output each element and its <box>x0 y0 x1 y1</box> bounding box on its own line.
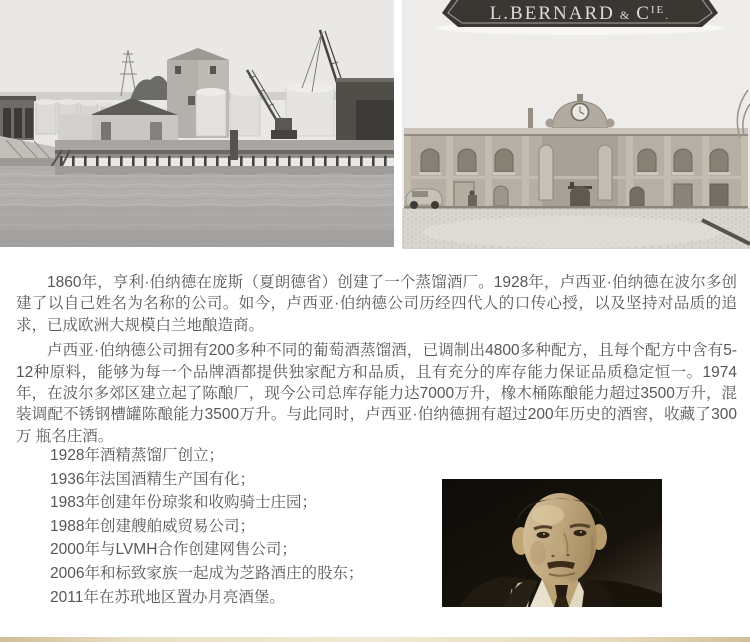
timeline-item-1936: 1936年法国酒精生产国有化； <box>50 470 255 488</box>
timeline-item-2006: 2006年和标致家族一起成为芝路酒庄的股东； <box>50 564 364 582</box>
timeline-item-2000: 2000年与LVMH合作创建网售公司； <box>50 541 297 559</box>
timeline-item-2011: 2011年在苏玳地区置办月亮酒堡。 <box>50 588 285 606</box>
milestones-timeline <box>50 444 363 609</box>
right-dark-buildings <box>336 78 394 140</box>
section-divider-strip <box>0 637 750 642</box>
founder-portrait-photo <box>442 479 662 607</box>
history-paragraph-2: 卢西亚·伯纳德公司拥有200多种不同的葡萄酒蒸馏酒，已调制出4800多种配方，且每个配方中含有5-12种原料，能够为每一个品牌酒都提供独家配方和品质，且有充分的库存能力保证品质稳定恒一。1974年，在波尔多郊区建立起了陈酿厂，现今公司总库存能力达7000万升，橡木桶陈酿能力超过3500万升，混装调配不锈钢槽罐陈酿能力3500万升。与此同时，卢西亚·伯纳德拥有超过200年历史的酒窖，收藏了300万 瓶名庄酒。 <box>16 342 737 445</box>
timeline-item-1983: 1983年创建年份琼浆和收购骑士庄园； <box>50 494 317 512</box>
bernard-sign <box>435 0 725 35</box>
dock-photo <box>0 0 394 247</box>
company-history-text <box>16 272 737 451</box>
cobblestone-courtyard <box>402 206 750 249</box>
left-warehouse <box>0 96 36 140</box>
timeline-item-1988: 1988年创建艘舶威贸易公司； <box>50 517 255 535</box>
history-paragraph-1: 1860年，亨利·伯纳德在庞斯（夏朗德省）创建了一个蒸馏酒厂。1928年，卢西亚·伯纳德在波尔多创建了以自己姓名为名称的公司。如今，卢西亚·伯纳德公司历经四代人的口传心授，以及坚持对品质的追求，已成欧洲大规模白兰地酿造商。 <box>16 274 737 334</box>
facade-photo <box>402 0 750 249</box>
river-water <box>0 166 394 247</box>
timeline-item-1928: 1928年酒精蒸馏厂创立； <box>50 447 224 464</box>
sign-text: L.BERNARD & $C^{IE}_.$ <box>489 3 671 24</box>
